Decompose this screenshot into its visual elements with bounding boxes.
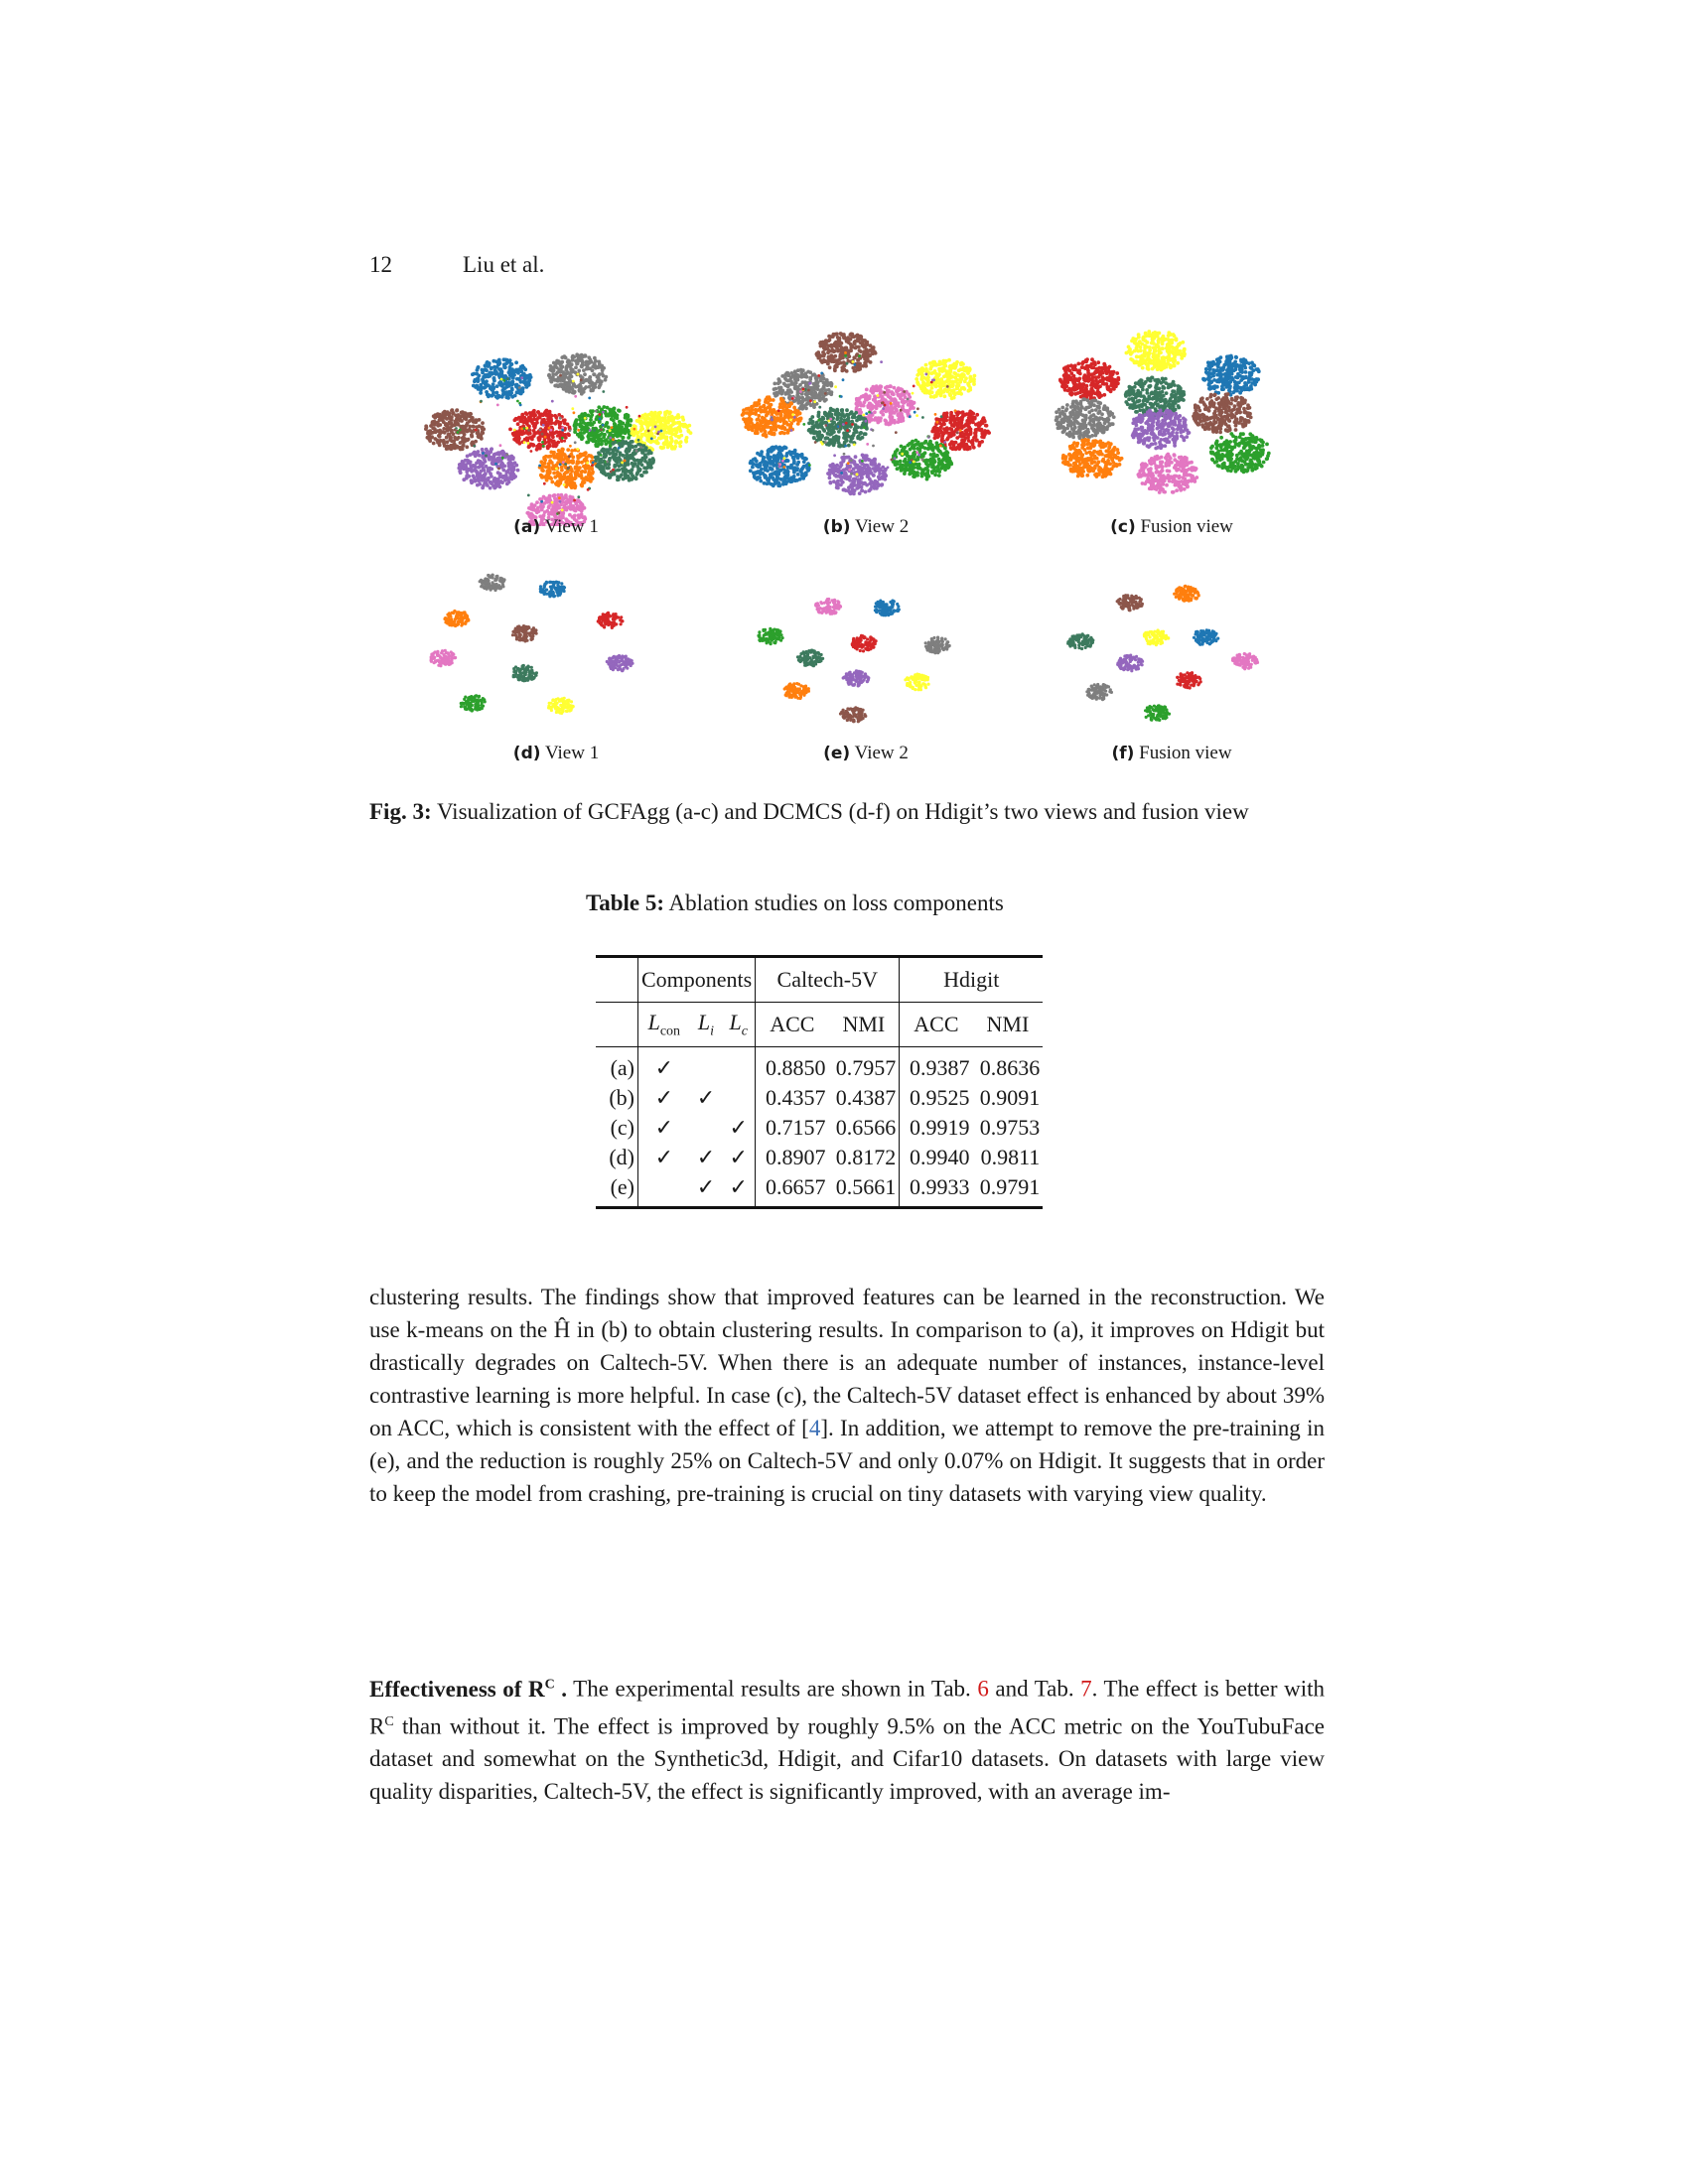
header-nmi-caltech: NMI [828, 1003, 899, 1047]
header-lcon: $L_{con}$ [638, 1003, 690, 1047]
header-li: $L_i$ [690, 1003, 723, 1047]
table-row: (d) ✓ ✓ ✓ 0.8907 0.8172 0.9940 0.9811 [596, 1143, 1043, 1172]
header-acc-hdigit: ACC [900, 1003, 973, 1047]
table-6-link[interactable]: 6 [977, 1676, 989, 1702]
header-acc-caltech: ACC [756, 1003, 829, 1047]
subcaption-a: (a) View 1 [513, 516, 599, 537]
scatter-plot-e [717, 551, 1015, 750]
paragraph-effectiveness-rc: Effectiveness of $R^C$ . The experimental results are shown in Tab. 6 and Tab. 7. The effect is better with $R^C$ than without it. The effect is improved by roughly 9.5% on the ACC metric on the YouTubuFace dataset and somewhat on the Synthetic3d, Hdigit, and Cifar10 datasets. On datasets with large view quality disparities, Caltech-5V, the effect is significantly improved, with an average im- [369, 1676, 1325, 1805]
table-row: (b) ✓ ✓ 0.4357 0.4387 0.9525 0.9091 [596, 1083, 1043, 1113]
table-caption: Table 5: Ablation studies on loss components [586, 890, 1004, 915]
table-group-header [596, 957, 1043, 1003]
scatter-plot-f [1023, 551, 1321, 750]
subcaption-d: (d) View 1 [512, 743, 600, 763]
table-7-link[interactable]: 7 [1080, 1676, 1092, 1702]
paragraph-ablation-discussion: clustering results. The findings show that improved features can be learned in the reconstruction. We use k-means on the Ĥ in (b) to obtain clustering results. In comparison to (a), it improves on Hdigit but drastically degrades on Caltech-5V. When there is an adequate number of instances, instance-level contrastive learning is more helpful. In case (c), the Caltech-5V dataset effect is enhanced by about 39% on ACC, which is consistent with the effect of [4]. In addition, we attempt to remove the pre-training in (e), and the reduction is roughly 25% on Caltech-5V and only 0.07% on Hdigit. It suggests that in order to keep the model from crashing, pre-training is crucial on tiny datasets with varying view quality. [369, 1285, 1325, 1506]
scatter-plot-a [407, 328, 705, 526]
table-sub-header [596, 1003, 1043, 1047]
scatter-plot-d [407, 551, 705, 750]
section-heading: Effectiveness of $R^C$ . [369, 1676, 568, 1702]
header-nmi-hdigit: NMI [973, 1003, 1044, 1047]
figure-caption: Fig. 3: Visualization of GCFAgg (a-c) and DCMCS (d-f) on Hdigit’s two views and fusion view [369, 799, 1249, 824]
table-row: (e) ✓ ✓ 0.6657 0.5661 0.9933 0.9791 [596, 1172, 1043, 1208]
citation-link[interactable]: 4 [808, 1416, 821, 1440]
ablation-table [596, 955, 1043, 1209]
subcaption-c: (c) Fusion view [1110, 516, 1233, 537]
scatter-plot-b [717, 328, 1015, 526]
table-row: (a) ✓ 0.8850 0.7957 0.9387 0.8636 [596, 1047, 1043, 1084]
subcaption-e: (e) View 2 [823, 743, 909, 763]
scatter-plot-c [1023, 328, 1321, 526]
header-caltech: Caltech-5V [756, 957, 900, 1003]
running-authors: Liu et al. [463, 252, 545, 277]
page-number: 12 [369, 252, 392, 277]
subcaption-f: (f) Fusion view [1111, 743, 1232, 763]
subcaption-b: (b) View 2 [822, 516, 910, 537]
header-components: Components [638, 957, 756, 1003]
table-row: (c) ✓ ✓ 0.7157 0.6566 0.9919 0.9753 [596, 1113, 1043, 1143]
header-lc: $L_c$ [722, 1003, 755, 1047]
header-hdigit: Hdigit [900, 957, 1044, 1003]
